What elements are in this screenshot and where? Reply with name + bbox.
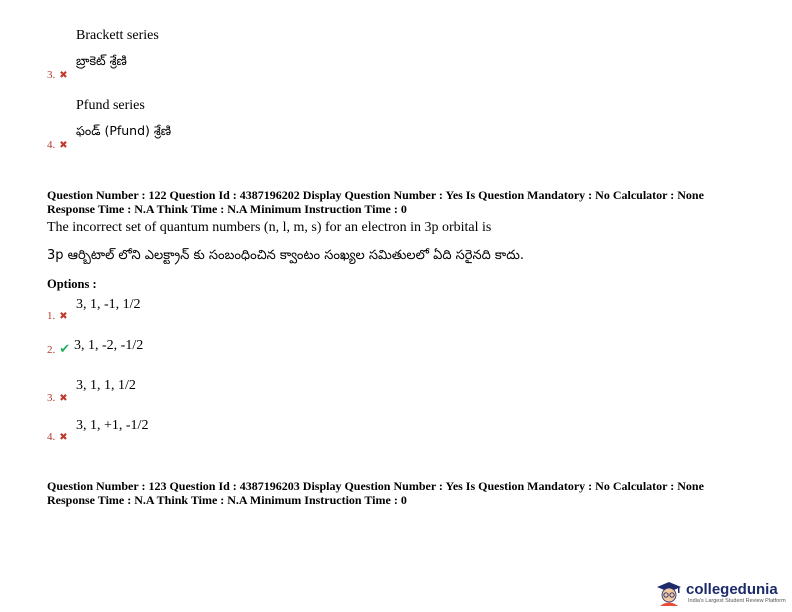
option-3-text: 3, 1, 1, 1/2 bbox=[76, 378, 136, 393]
option-number: 2. bbox=[47, 344, 56, 356]
meta-line-2: Response Time : N.A Think Time : N.A Minimum Instruction Time : 0 bbox=[47, 493, 407, 507]
option-2-text: 3, 1, -2, -1/2 bbox=[74, 338, 144, 353]
option-number: 4. bbox=[47, 139, 56, 151]
prev-option-3-en: Brackett series bbox=[76, 28, 159, 43]
graduate-avatar-icon bbox=[654, 580, 684, 606]
prev-option-4-en: Pfund series bbox=[76, 98, 145, 113]
question-122-text-en: The incorrect set of quantum numbers (n, l, m, s) for an electron in 3p orbital is bbox=[47, 220, 492, 235]
logo-tagline: India's Largest Student Review Platform bbox=[688, 598, 786, 604]
meta-line-2: Response Time : N.A Think Time : N.A Minimum Instruction Time : 0 bbox=[47, 202, 407, 216]
check-icon: ✔ bbox=[59, 342, 71, 357]
options-label: Options : bbox=[47, 277, 97, 291]
question-122-meta bbox=[47, 188, 704, 216]
meta-line-1: Question Number : 123 Question Id : 4387196203 Display Question Number : Yes Is Question Mandatory : No Calculator : None bbox=[47, 479, 704, 493]
cross-icon: ✖ bbox=[59, 311, 68, 322]
prev-option-4-marker bbox=[47, 135, 68, 153]
option-1-marker bbox=[47, 306, 68, 324]
prev-option-3-te: బ్రాకెట్ శ్రేణి bbox=[76, 53, 127, 68]
option-number: 3. bbox=[47, 392, 56, 404]
option-1-text: 3, 1, -1, 1/2 bbox=[76, 297, 141, 312]
question-123-meta bbox=[47, 479, 704, 507]
question-122-text-te: 3p ఆర్బిటాల్ లోని ఎలక్ట్రాన్ కు సంబంధించిన క్వాంటం సంఖ్యల సమితులలో ఏది సరైనది కాదు. bbox=[47, 248, 525, 263]
prev-option-4-te: ఫండ్ (Pfund) శ్రేణి bbox=[76, 123, 172, 138]
meta-line-1: Question Number : 122 Question Id : 4387196202 Display Question Number : Yes Is Question Mandatory : No Calculator : None bbox=[47, 188, 704, 202]
cross-icon: ✖ bbox=[59, 432, 68, 443]
logo-name: collegedunia bbox=[686, 581, 778, 598]
prev-option-3-marker bbox=[47, 65, 68, 83]
collegedunia-logo bbox=[654, 578, 788, 608]
option-number: 4. bbox=[47, 431, 56, 443]
cross-icon: ✖ bbox=[59, 140, 68, 151]
option-number: 3. bbox=[47, 69, 56, 81]
option-4-marker bbox=[47, 427, 68, 445]
option-3-marker bbox=[47, 388, 68, 406]
cross-icon: ✖ bbox=[59, 70, 68, 81]
cross-icon: ✖ bbox=[59, 393, 68, 404]
option-4-text: 3, 1, +1, -1/2 bbox=[76, 418, 149, 433]
option-number: 1. bbox=[47, 310, 56, 322]
option-2-marker bbox=[47, 340, 70, 358]
